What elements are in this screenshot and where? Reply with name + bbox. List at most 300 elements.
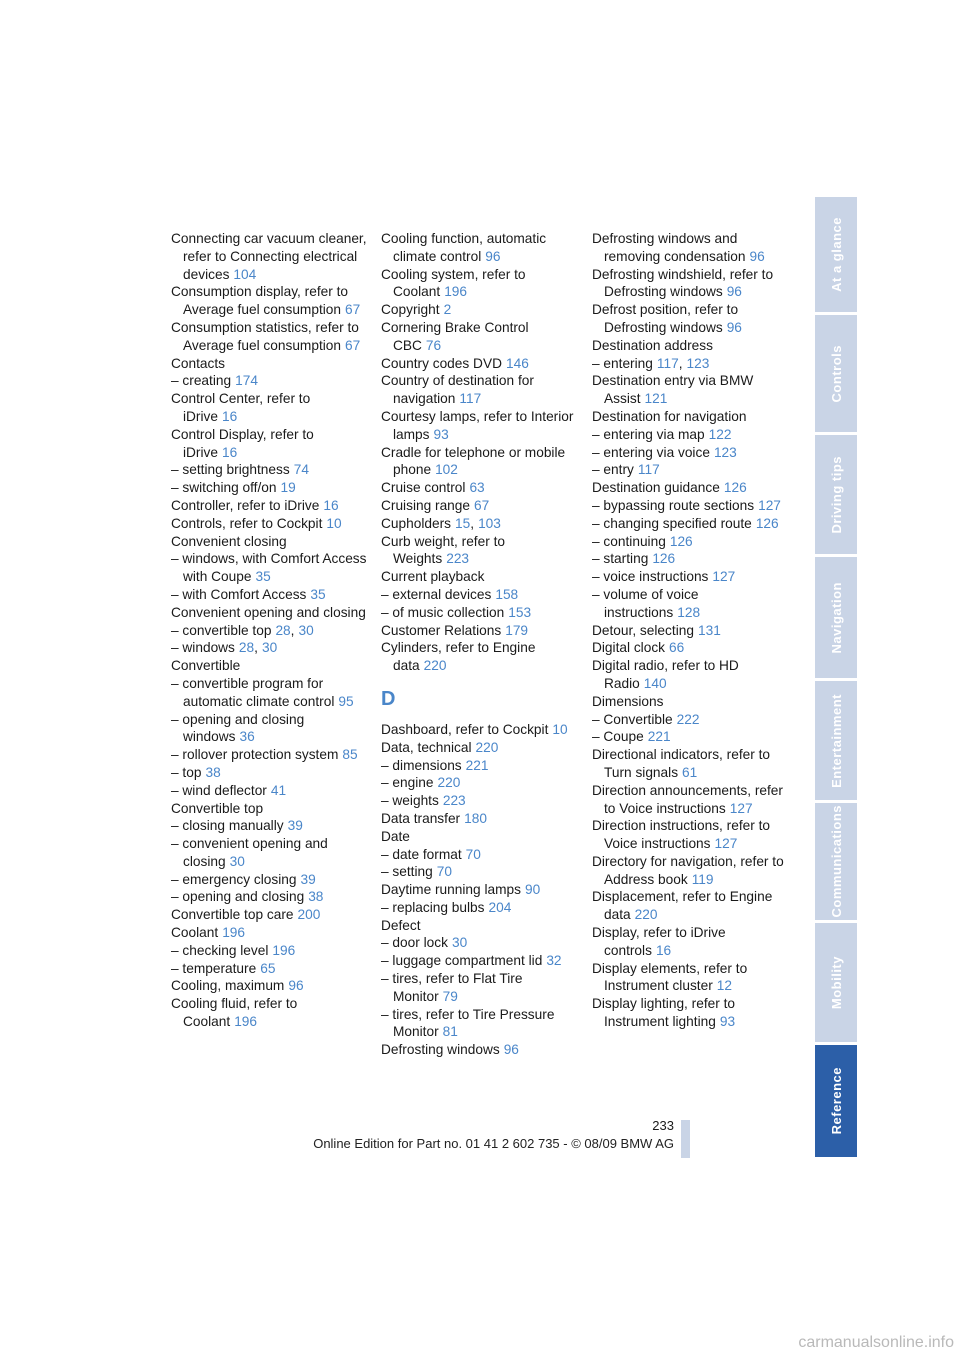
index-entry [592, 444, 788, 462]
index-entry [381, 586, 577, 604]
page-reference-link[interactable]: 158 [495, 586, 519, 602]
index-entry-text: – volume of voice instructions [592, 586, 699, 620]
page-reference-link[interactable]: 96 [726, 319, 742, 335]
page-ref-separator: , [470, 515, 475, 531]
index-entry-text: Destination guidance [592, 480, 720, 496]
section-tab-label: Navigation [828, 581, 844, 654]
index-entry [592, 408, 788, 426]
index-entry [171, 515, 367, 533]
index-entry-text: Controller, refer to iDrive [171, 497, 320, 513]
index-entry-text: Defrosting windows and removing condensation [592, 231, 746, 264]
index-entry [171, 817, 367, 835]
index-entry-text: Defrosting windshield, refer to Defrosting windows [592, 266, 774, 300]
index-entry [592, 533, 788, 551]
index-entry [171, 711, 367, 747]
page-reference-link[interactable]: 74 [293, 462, 309, 478]
page-reference-link[interactable]: 104 [233, 266, 257, 282]
index-entry-text: – rollover protection system [171, 747, 339, 763]
index-entry [171, 639, 367, 657]
page-reference-link[interactable]: 67 [474, 497, 490, 513]
page-reference-link[interactable]: 119 [691, 871, 714, 887]
index-entry-text: Cradle for telephone or mobile phone [381, 444, 566, 478]
index-entry [592, 693, 788, 711]
index-entry [592, 728, 788, 746]
section-tab-label: Communications [828, 805, 844, 918]
page-reference-link[interactable]: 196 [444, 284, 468, 300]
index-entry-text: Cupholders [381, 515, 452, 531]
index-entry-text: – convenient opening and closing [171, 836, 328, 869]
index-entry [381, 301, 577, 319]
index-entry-text: – tires, refer to Tire Pressure Monitor [381, 1006, 555, 1040]
page-reference-link[interactable]: 121 [644, 391, 668, 407]
page-reference-link[interactable]: 117 [637, 462, 660, 478]
index-entry [592, 266, 788, 302]
index-entry [171, 355, 367, 373]
page-reference-link[interactable]: 140 [643, 675, 667, 691]
index-entry-text: Destination entry via BMW Assist [592, 373, 754, 407]
index-entry-text: Convenient closing [171, 533, 287, 549]
section-tab-sidebar [815, 197, 857, 1160]
index-entry-text: – dimensions [381, 757, 462, 773]
index-entry-text: – Coupe [592, 729, 644, 745]
page-reference-link[interactable]: 61 [682, 764, 698, 780]
page-reference-link[interactable]: 67 [345, 337, 361, 353]
index-entry [592, 426, 788, 444]
index-entry-text: Cylinders, refer to Engine data [381, 640, 536, 674]
index-entry [592, 568, 788, 586]
index-entry-text: Courtesy lamps, refer to Interior lamps [381, 408, 574, 442]
index-entry [381, 372, 577, 408]
index-entry [592, 372, 788, 408]
index-entry [381, 739, 577, 757]
section-tab-label: Controls [828, 344, 844, 403]
index-entry [381, 881, 577, 899]
index-entry-text: – date format [381, 846, 462, 862]
index-entry-text: Data transfer [381, 810, 461, 826]
index-entry-text: Cooling, maximum [171, 978, 285, 994]
page-reference-link[interactable]: 39 [300, 871, 316, 887]
section-tab-label: Entertainment [828, 693, 844, 788]
page-reference-link[interactable]: 63 [469, 480, 485, 496]
index-entry [381, 934, 577, 952]
index-entry [171, 746, 367, 764]
index-entry-text: – checking level [171, 942, 269, 958]
watermark: carmanualsonline.info [798, 1334, 954, 1351]
index-entry-text: Date [381, 828, 410, 844]
index-column-1 [171, 230, 367, 1031]
index-entry [171, 479, 367, 497]
index-entry-text: – creating [171, 373, 232, 389]
index-entry-text: Curb weight, refer to Weights [381, 533, 506, 567]
index-entry [381, 846, 577, 864]
index-entry-text: Data, technical [381, 739, 472, 755]
index-entry-text: Country of destination for navigation [381, 373, 534, 407]
index-entry-text: Control Display, refer to iDrive [171, 426, 314, 460]
page-reference-link[interactable]: 222 [676, 711, 700, 727]
page-reference-link[interactable]: 127 [712, 569, 736, 585]
index-entry [381, 568, 577, 586]
index-entry-text: Direction instructions, refer to Voice instructions [592, 818, 771, 852]
index-entry-text: Daytime running lamps [381, 882, 521, 898]
page-reference-link[interactable]: 126 [723, 480, 747, 496]
index-entry-text: Directional indicators, refer to Turn signals [592, 747, 771, 780]
index-entry-text: – convertible program for automatic climate control [171, 675, 335, 709]
index-entry-text: – entry [592, 462, 634, 478]
page-reference-link[interactable]: 38 [205, 764, 221, 780]
index-entry-text: Control Center, refer to iDrive [171, 391, 311, 424]
index-entry [381, 970, 577, 1006]
page-reference-link[interactable]: 93 [719, 1014, 736, 1030]
index-column-2 [381, 230, 577, 1059]
index-entry [171, 942, 367, 960]
index-entry [381, 1006, 577, 1042]
index-entry [171, 782, 367, 800]
section-tab-label: Reference [828, 1067, 844, 1135]
index-entry-text: – entering via map [592, 426, 705, 442]
section-tab-label: At a glance [828, 217, 844, 292]
index-entry-text: Display elements, refer to Instrument cluster [592, 960, 748, 994]
index-entry-text: – voice instructions [592, 569, 709, 585]
page-reference-link[interactable]: 67 [345, 302, 361, 318]
index-entry-text: Copyright [381, 302, 440, 318]
section-tab-reference[interactable] [815, 1045, 857, 1157]
page-reference-link[interactable]: 16 [221, 408, 238, 424]
index-entry-text: Convertible top care [171, 907, 294, 923]
page-reference-link[interactable]: 15 [455, 515, 471, 531]
page-reference-link[interactable]: 204 [488, 899, 512, 915]
page-reference-link[interactable]: 90 [524, 882, 541, 898]
index-entry-text: Defrosting windows [381, 1042, 500, 1058]
index-entry-text: – starting [592, 551, 649, 567]
index-entry [592, 817, 788, 853]
page-reference-link[interactable]: 12 [716, 978, 733, 994]
index-entry-text: Customer Relations [381, 622, 502, 638]
index-entry-text: – convertible top [171, 622, 272, 638]
index-entry [171, 550, 367, 586]
page-reference-link[interactable]: 96 [485, 248, 501, 264]
page-reference-link[interactable]: 174 [235, 373, 258, 389]
index-entry-text: Detour, selecting [592, 622, 694, 638]
index-entry-text: – of music collection [381, 604, 505, 620]
page-reference-link[interactable]: 70 [465, 846, 481, 862]
page-reference-link[interactable]: 95 [338, 693, 354, 709]
page-ref-separator: , [290, 622, 295, 638]
page-reference-link[interactable]: 30 [261, 640, 278, 656]
index-entry-text: Destination for navigation [592, 408, 747, 424]
section-tab-label: Mobility [828, 955, 844, 1010]
index-entry-text: – external devices [381, 586, 492, 602]
index-entry-text: Defrost position, refer to Defrosting windows [592, 302, 739, 335]
page-reference-link[interactable]: 70 [436, 864, 452, 880]
index-entry [381, 721, 577, 739]
page-reference-link[interactable]: 76 [425, 337, 442, 353]
index-entry [592, 550, 788, 568]
index-entry [592, 622, 788, 640]
index-entry-text: – windows, with Comfort Access with Coupe [171, 551, 367, 585]
page-reference-link[interactable]: 30 [451, 935, 468, 951]
section-tab-driving-tips[interactable] [815, 435, 857, 554]
index-entry [592, 639, 788, 657]
index-entry-text: – bypassing route sections [592, 497, 755, 513]
index-entry-text: Display, refer to iDrive controls [592, 925, 726, 958]
page-reference-link[interactable]: 220 [423, 658, 447, 674]
page-reference-link[interactable]: 30 [229, 853, 245, 869]
page-reference-link[interactable]: 10 [552, 721, 568, 737]
index-entry [592, 355, 788, 373]
index-entry-text: Defect [381, 917, 421, 933]
page-reference-link[interactable]: 179 [505, 622, 529, 638]
index-entry-text: Direction announcements, refer to Voice instructions [592, 782, 783, 816]
index-entry [592, 230, 788, 266]
index-entry [381, 899, 577, 917]
index-entry [381, 604, 577, 622]
index-entry [381, 828, 577, 846]
page-reference-link[interactable]: 19 [280, 480, 296, 496]
index-entry-text: – closing manually [171, 818, 284, 834]
index-entry [171, 426, 367, 462]
index-entry [381, 444, 577, 480]
index-entry [381, 533, 577, 569]
page-reference-link[interactable]: 180 [464, 810, 487, 826]
page-number-bar [681, 1120, 690, 1158]
index-entry-text: – temperature [171, 960, 257, 976]
index-entry [381, 622, 577, 640]
index-entry [171, 977, 367, 995]
page-reference-link[interactable]: 35 [255, 569, 271, 585]
page-reference-link[interactable]: 32 [546, 953, 562, 969]
index-entry-text: Convertible [171, 658, 241, 674]
page-reference-link[interactable]: 153 [508, 604, 532, 620]
index-entry [381, 266, 577, 302]
index-entry-text: – setting [381, 864, 433, 880]
index-entry-text: – entering via voice [592, 444, 710, 460]
page-reference-link[interactable]: 127 [758, 497, 781, 513]
page-reference-link[interactable]: 127 [729, 800, 753, 816]
page-reference-link[interactable]: 85 [342, 747, 358, 763]
page-reference-link[interactable]: 123 [686, 355, 710, 371]
page-reference-link[interactable]: 93 [433, 426, 449, 442]
index-entry [171, 283, 367, 319]
index-entry [381, 355, 577, 373]
index-entry-text: Cornering Brake Control CBC [381, 319, 529, 353]
index-entry-text: Connecting car vacuum cleaner, refer to Connecting electrical devices [171, 231, 367, 282]
index-entry-text: – Convertible [592, 711, 673, 727]
index-entry [381, 319, 577, 355]
page-reference-link[interactable]: 131 [697, 622, 721, 638]
page-reference-link[interactable]: 38 [308, 889, 324, 905]
page-reference-link[interactable]: 103 [478, 515, 501, 531]
index-entry-text: – wind deflector [171, 782, 267, 798]
index-entry-text: – continuing [592, 533, 666, 549]
index-entry [592, 924, 788, 960]
page-number: 233 [652, 1118, 674, 1133]
index-section-letter: D [381, 687, 396, 710]
index-entry [171, 871, 367, 889]
page-reference-link[interactable]: 223 [442, 793, 466, 809]
index-entry-text: Directory for navigation, refer to Address book [592, 853, 784, 887]
index-entry-text: Display lighting, refer to Instrument lighting [592, 996, 736, 1030]
page-reference-link[interactable]: 117 [656, 355, 679, 371]
page-reference-link[interactable]: 66 [669, 640, 685, 656]
page-reference-link[interactable]: 28 [238, 640, 255, 656]
index-entry-text: – opening and closing windows [171, 711, 305, 745]
index-entry [381, 497, 577, 515]
index-entry [381, 639, 577, 675]
index-entry [381, 1041, 577, 1059]
index-entry [381, 408, 577, 444]
page-ref-separator: , [678, 355, 683, 371]
index-entry [171, 533, 367, 551]
index-entry-text: – changing specified route [592, 515, 752, 531]
page-reference-link[interactable]: 2 [443, 302, 452, 318]
index-entry [592, 515, 788, 533]
section-tab-entertainment[interactable] [815, 681, 857, 800]
page-reference-link[interactable]: 123 [713, 444, 737, 460]
index-entry [381, 952, 577, 970]
index-entry [171, 924, 367, 942]
index-entry-text: Cruising range [381, 497, 471, 513]
index-entry-text: Convenient opening and closing [171, 604, 366, 620]
section-tab-at-a-glance[interactable] [815, 197, 857, 312]
index-entry-text: – emergency closing [171, 871, 297, 887]
index-entry [592, 497, 788, 515]
page-reference-link[interactable]: 220 [634, 907, 658, 923]
page-reference-link[interactable]: 126 [652, 551, 676, 567]
index-entry-text: Cooling system, refer to Coolant [381, 266, 526, 300]
page-reference-link[interactable]: 126 [669, 533, 693, 549]
index-entry-text: Consumption display, refer to Average fuel consumption [171, 284, 349, 318]
page-reference-link[interactable]: 221 [465, 757, 489, 773]
page-reference-link[interactable]: 79 [442, 988, 458, 1004]
page-reference-link[interactable]: 223 [446, 551, 470, 567]
index-entry-text: Convertible top [171, 800, 264, 816]
index-entry-text: – luggage compartment lid [381, 953, 543, 969]
page-reference-link[interactable]: 41 [270, 782, 287, 798]
section-tab-controls[interactable] [815, 315, 857, 432]
index-entry-text: – engine [381, 775, 434, 791]
index-entry [171, 319, 367, 355]
index-entry-text: Cooling fluid, refer to Coolant [171, 996, 298, 1030]
page-reference-link[interactable]: 16 [221, 444, 238, 460]
index-entry-text: – entering [592, 355, 653, 371]
page-reference-link[interactable]: 10 [326, 515, 342, 531]
page-reference-link[interactable]: 96 [749, 248, 765, 264]
index-entry [381, 863, 577, 881]
index-entry [592, 853, 788, 889]
page-reference-link[interactable]: 28 [275, 622, 291, 638]
index-entry [171, 888, 367, 906]
page-reference-link[interactable]: 16 [323, 497, 339, 513]
index-entry [381, 515, 577, 533]
index-entry-text: – tires, refer to Flat Tire Monitor [381, 971, 523, 1004]
footer-edition-note: Online Edition for Part no. 01 41 2 602 735 - © 08/09 BMW AG [313, 1136, 674, 1151]
index-entry-text: Coolant [171, 925, 219, 941]
page-reference-link[interactable]: 16 [655, 942, 672, 958]
section-tab-communications[interactable] [815, 803, 857, 920]
section-tab-navigation[interactable] [815, 557, 857, 678]
section-tab-label: Driving tips [828, 455, 844, 534]
page-reference-link[interactable]: 30 [298, 622, 314, 638]
index-entry [171, 390, 367, 426]
index-entry [592, 711, 788, 729]
index-entry [381, 230, 577, 266]
page-ref-separator: , [254, 640, 258, 656]
page-reference-link[interactable]: 196 [222, 925, 246, 941]
page-reference-link[interactable]: 196 [234, 1014, 258, 1030]
page-reference-link[interactable]: 65 [260, 960, 276, 976]
index-entry [171, 906, 367, 924]
index-entry-text: Dimensions [592, 693, 664, 709]
index-entry-text: – door lock [381, 935, 448, 951]
page-reference-link[interactable]: 126 [755, 515, 779, 531]
index-entry [592, 301, 788, 337]
page-reference-link[interactable]: 96 [726, 284, 742, 300]
index-entry [592, 782, 788, 818]
index-entry-text: – windows [171, 640, 235, 656]
section-tab-mobility[interactable] [815, 923, 857, 1042]
index-entry [171, 497, 367, 515]
page-reference-link[interactable]: 96 [503, 1042, 519, 1058]
index-entry-text: Current playback [381, 569, 485, 585]
index-entry-text: – setting brightness [171, 462, 290, 478]
page-reference-link[interactable]: 122 [708, 426, 732, 442]
index-entry [592, 586, 788, 622]
index-entry [592, 960, 788, 996]
index-entry [171, 835, 367, 871]
page-reference-link[interactable]: 146 [505, 355, 529, 371]
index-entry [592, 995, 788, 1031]
index-entry [381, 792, 577, 810]
page-reference-link[interactable]: 102 [435, 462, 458, 478]
index-entry [171, 800, 367, 818]
page-reference-link[interactable]: 117 [459, 391, 482, 407]
page-reference-link[interactable]: 220 [437, 775, 461, 791]
page-reference-link[interactable]: 127 [714, 836, 738, 852]
index-entry-text: Cooling function, automatic climate control [381, 231, 547, 264]
index-entry-text: Destination address [592, 337, 713, 353]
index-entry-text: Controls, refer to Cockpit [171, 515, 323, 531]
page-reference-link[interactable]: 96 [288, 978, 304, 994]
index-entry [171, 586, 367, 604]
index-entry [381, 757, 577, 775]
page-reference-link[interactable]: 220 [475, 739, 499, 755]
page-reference-link[interactable]: 196 [272, 942, 296, 958]
index-entry [381, 479, 577, 497]
index-entry-text: – weights [381, 793, 439, 809]
index-entry [381, 774, 577, 792]
index-entry [592, 461, 788, 479]
index-entry-text: – replacing bulbs [381, 899, 485, 915]
index-entry [592, 746, 788, 782]
index-entry-text: Displacement, refer to Engine data [592, 889, 773, 923]
index-entry-text: Cruise control [381, 480, 466, 496]
index-entry-text: – top [171, 764, 202, 780]
index-entry [171, 995, 367, 1031]
page-reference-link[interactable]: 36 [239, 729, 255, 745]
page-reference-link[interactable]: 128 [677, 604, 701, 620]
page-reference-link[interactable]: 81 [442, 1024, 458, 1040]
index-entry [171, 230, 367, 283]
page-reference-link[interactable]: 200 [297, 907, 321, 923]
page-reference-link[interactable]: 39 [287, 818, 303, 834]
index-entry [171, 675, 367, 711]
index-entry [171, 764, 367, 782]
index-entry-text: – with Comfort Access [171, 586, 307, 602]
index-entry-text: Digital clock [592, 640, 666, 656]
page-reference-link[interactable]: 221 [647, 729, 671, 745]
page-reference-link[interactable]: 35 [310, 586, 326, 602]
index-entry-text: – opening and closing [171, 889, 305, 905]
